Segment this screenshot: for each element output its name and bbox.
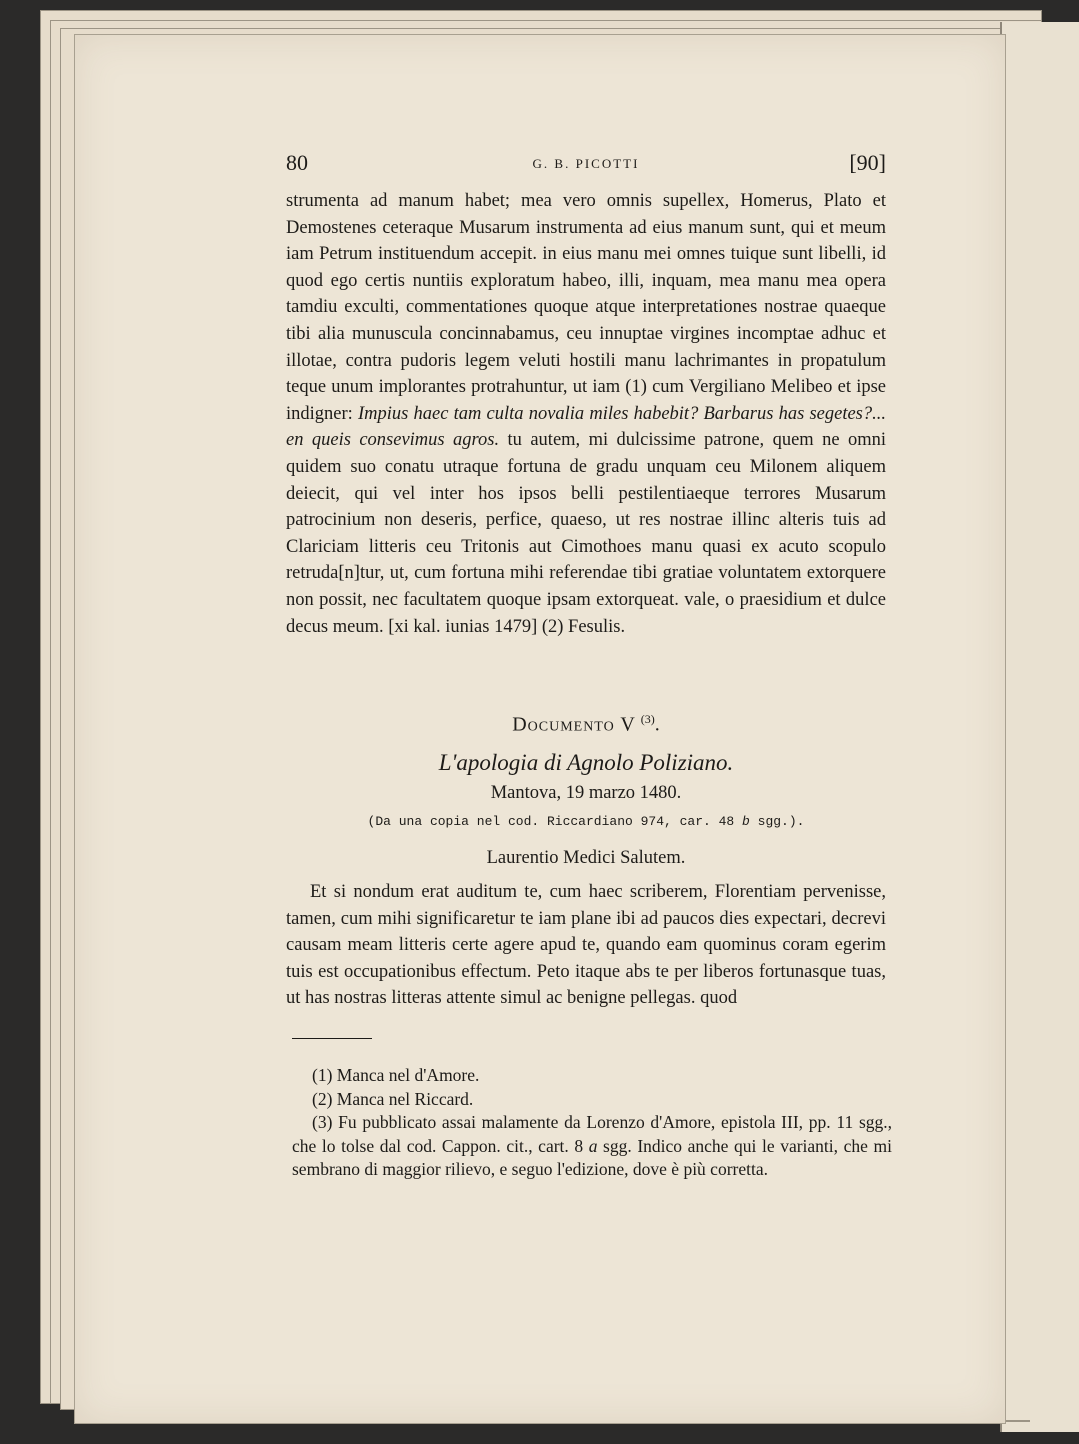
footnote-1: (1) Manca nel d'Amore. <box>312 1065 480 1085</box>
original-page-number: [90] <box>849 150 886 175</box>
document-heading <box>286 712 886 737</box>
source-part: sgg.). <box>749 814 805 829</box>
letter-paragraph: Et si nondum erat auditum te, cum haec scriberem, Florentiam pervenisse, tamen, cum mihi significaretur te iam plane ibi ad paucos dies expectari, decrevi causam meam litteris certe agere apud te, quando eam quominus coram egerim tuis est occupationibus effectum. Peto itaque abs te per liberos fortunasque tuas, ut has nostras litteras attente simul ac benigne pellegas. quod <box>286 882 886 1009</box>
body-text-part: tu autem, mi dulcissime patrone, quem ne omni quidem suo conatu utraque fortuna de gradu unquam ceu Milonem aliquem deiecit, qui vel inter hos ipsos belli pestilentiaeque terrores Musarum patrocinium non deseris, perfice, quaeso, ut res nostrae illinc alteris tuis ad Clariciam litteris ceu Tritonis aut Cimothoes manu quasi ex acuto scopulo retruda[n]tur, ut, cum fortuna mihi referendae tibi gratiae voluntatem extorquere non possit, nec facultatem quoque ipsam extorqueat. vale, o praesidium et dulce decus meum. [xi kal. iunias 1479] (2) Fesulis. <box>286 430 886 637</box>
body-paragraph <box>286 188 886 640</box>
document-label: Documento V <box>512 713 636 736</box>
heading-period: . <box>654 713 660 736</box>
source-note <box>286 814 886 829</box>
running-author: G. B. PICOTTI <box>532 156 640 171</box>
footnote-ref: (3) <box>640 712 655 726</box>
document-title: L'apologia di Agnolo Poliziano. <box>438 750 734 775</box>
salutation: Laurentio Medici Salutem. <box>486 848 686 868</box>
place-date: Mantova, 19 marzo 1480. <box>490 783 682 803</box>
body-text-part: strumenta ad manum habet; mea vero omnis supellex, Homerus, Plato et Demostenes ceteraque Musarum instrumenta ad eius manum sunt, qui et meum iam Petrum instituendum accepit. in eius manu mei omnes tuique sunt libelli, id quod ego certis nuntiis exploratum habeo, illi, inquam, mea manu mea opera tamdiu exculti, commentationes quoque atque interpretationes nostrae quaeque tibi alia munuscula concinnabamus, ceu innuptae virgines incomptae adhuc et illotae, contra pudoris legem veluti hostili manu lachrimantes in propatulum teque unum implorantes protrahuntur, ut iam (1) cum Vergiliano Melibeo et ipse indigner: <box>286 191 886 424</box>
facing-page-edge <box>1000 22 1079 1432</box>
footnote-3-italic: a <box>588 1135 598 1156</box>
footnote-2: (2) Manca nel Riccard. <box>312 1088 474 1109</box>
footnote-3-part: sgg. Indico anche qui le varianti, che mi sembrano di maggior rilievo, e seguo l'edizione, dove è più corretta. <box>292 1135 892 1179</box>
source-part: (Da una copia nel cod. Riccardiano 974, car. 48 <box>367 814 735 829</box>
footnotes <box>292 1064 892 1182</box>
source-part-italic: b <box>742 814 750 829</box>
footnote-rule <box>292 1038 372 1039</box>
footnote-3 <box>292 1111 892 1182</box>
footnote-3-part: (3) Fu pubblicato assai malamente da Lorenzo d'Amore, epistola III, pp. 11 sgg., che lo tolse dal cod. Cappon. cit., cart. 8 <box>292 1112 892 1156</box>
running-header <box>286 150 886 180</box>
virgil-quotation: Impius haec tam culta novalia miles habebit? Barbarus has segetes?... en queis consevimus agros. <box>286 403 886 451</box>
page-number: 80 <box>286 150 308 175</box>
